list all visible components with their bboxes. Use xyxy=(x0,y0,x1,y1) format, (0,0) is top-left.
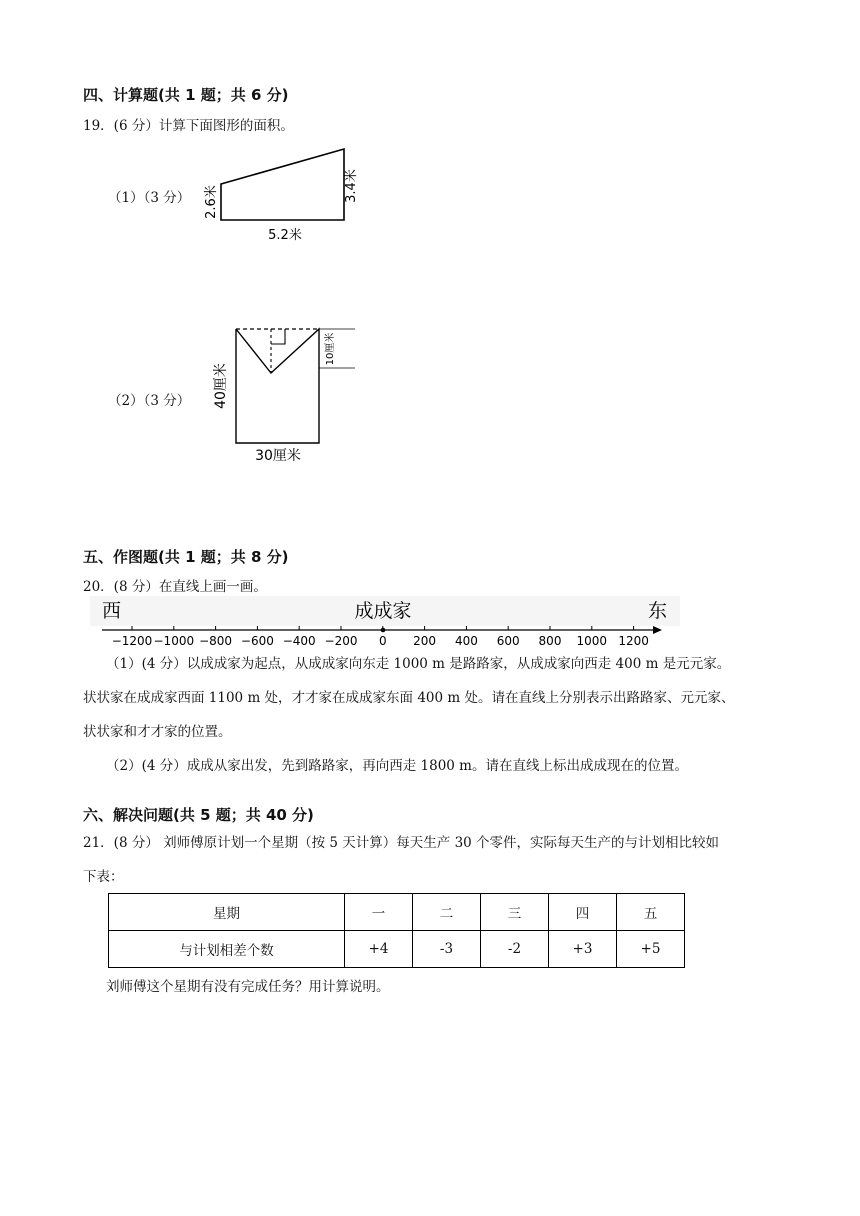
tick-label: 1000 xyxy=(576,634,608,648)
east-label: 东 xyxy=(648,600,668,622)
tick-labels xyxy=(112,634,649,648)
q20-part1-line3: 状状家和才才家的位置。 xyxy=(83,724,232,740)
production-table xyxy=(108,893,685,968)
q20-part1-line1: （1）(4 分）以成成家为起点，从成成家向东走 1000 m 是路路家，从成成家向西走 400 m 是元元家。 xyxy=(106,656,731,672)
q20-part2: （2）(4 分）成成从家出发，先到路路家，再向西走 1800 m。请在直线上标出成成现在的位置。 xyxy=(106,758,688,774)
table-header-row xyxy=(109,894,685,931)
table-cell: -3 xyxy=(413,931,481,968)
table-cell: 二 xyxy=(413,894,481,931)
table-cell: -2 xyxy=(481,931,549,968)
table-cell: +4 xyxy=(345,931,413,968)
table-cell: 三 xyxy=(481,894,549,931)
table-cell: +3 xyxy=(549,931,617,968)
trapezoid-right-label: 3.4米 xyxy=(344,169,359,203)
tick-label: 200 xyxy=(413,634,437,648)
trapezoid-figure xyxy=(196,144,376,244)
trapezoid-bottom-label: 5.2米 xyxy=(268,228,302,243)
trapezoid-shape xyxy=(221,149,344,220)
q20-stem: 20．(8 分）在直线上画一画。 xyxy=(83,579,267,595)
tick-label: −400 xyxy=(282,634,316,648)
tick-label: 600 xyxy=(496,634,520,648)
q21-question: 刘师傅这个星期有没有完成任务？用计算说明。 xyxy=(106,979,390,995)
notched-rectangle-shape xyxy=(236,329,319,443)
west-label: 西 xyxy=(102,600,122,622)
right-angle-mark xyxy=(271,329,285,344)
q19-part1-label: （1）（3 分） xyxy=(108,190,191,206)
rectangle-height-label: 40厘米 xyxy=(213,363,229,409)
table-cell: 五 xyxy=(617,894,685,931)
tick-label: −600 xyxy=(240,634,274,648)
tick-label: 800 xyxy=(538,634,562,648)
q19-part2-label: （2）（3 分） xyxy=(108,393,191,409)
table-cell: 一 xyxy=(345,894,413,931)
tick-label: 1200 xyxy=(618,634,649,648)
number-line xyxy=(90,596,680,652)
notch-depth-label: 10厘米 xyxy=(325,332,336,366)
table-cell: 四 xyxy=(549,894,617,931)
tick-label: −1000 xyxy=(153,634,195,648)
axis-arrow xyxy=(653,626,662,634)
section6-title: 六、解决问题(共 5 题；共 40 分) xyxy=(83,806,314,824)
q21-stem-line2: 下表： xyxy=(83,869,124,885)
table-cell: +5 xyxy=(617,931,685,968)
q20-part1-line2: 状状家在成成家西面 1100 m 处，才才家在成成家东面 400 m 处。请在直线上分别表示出路路家、元元家、 xyxy=(83,690,735,706)
table-row xyxy=(109,931,685,968)
notched-rectangle-figure xyxy=(205,322,365,467)
tick-label: −1200 xyxy=(111,634,153,648)
section5-title: 五、作图题(共 1 题；共 8 分) xyxy=(83,548,289,566)
q21-stem-line1: 21．(8 分） 刘师傅原计划一个星期（按 5 天计算）每天生产 30 个零件，实际每天生产的与计划相比较如 xyxy=(83,835,720,851)
q19-stem: 19．(6 分）计算下面图形的面积。 xyxy=(83,118,294,134)
trapezoid-left-label: 2.6米 xyxy=(204,185,219,219)
section4-title: 四、计算题(共 1 题；共 6 分) xyxy=(83,86,289,104)
tick-label: −800 xyxy=(199,634,233,648)
origin-dot xyxy=(381,628,386,633)
tick-label: 0 xyxy=(378,634,387,648)
tick-label: −200 xyxy=(324,634,358,648)
table-cell: 星期 xyxy=(109,894,345,931)
origin-home-label: 成成家 xyxy=(354,600,412,622)
rectangle-width-label: 30厘米 xyxy=(255,448,301,464)
table-cell: 与计划相差个数 xyxy=(109,931,345,968)
tick-label: 400 xyxy=(454,634,478,648)
